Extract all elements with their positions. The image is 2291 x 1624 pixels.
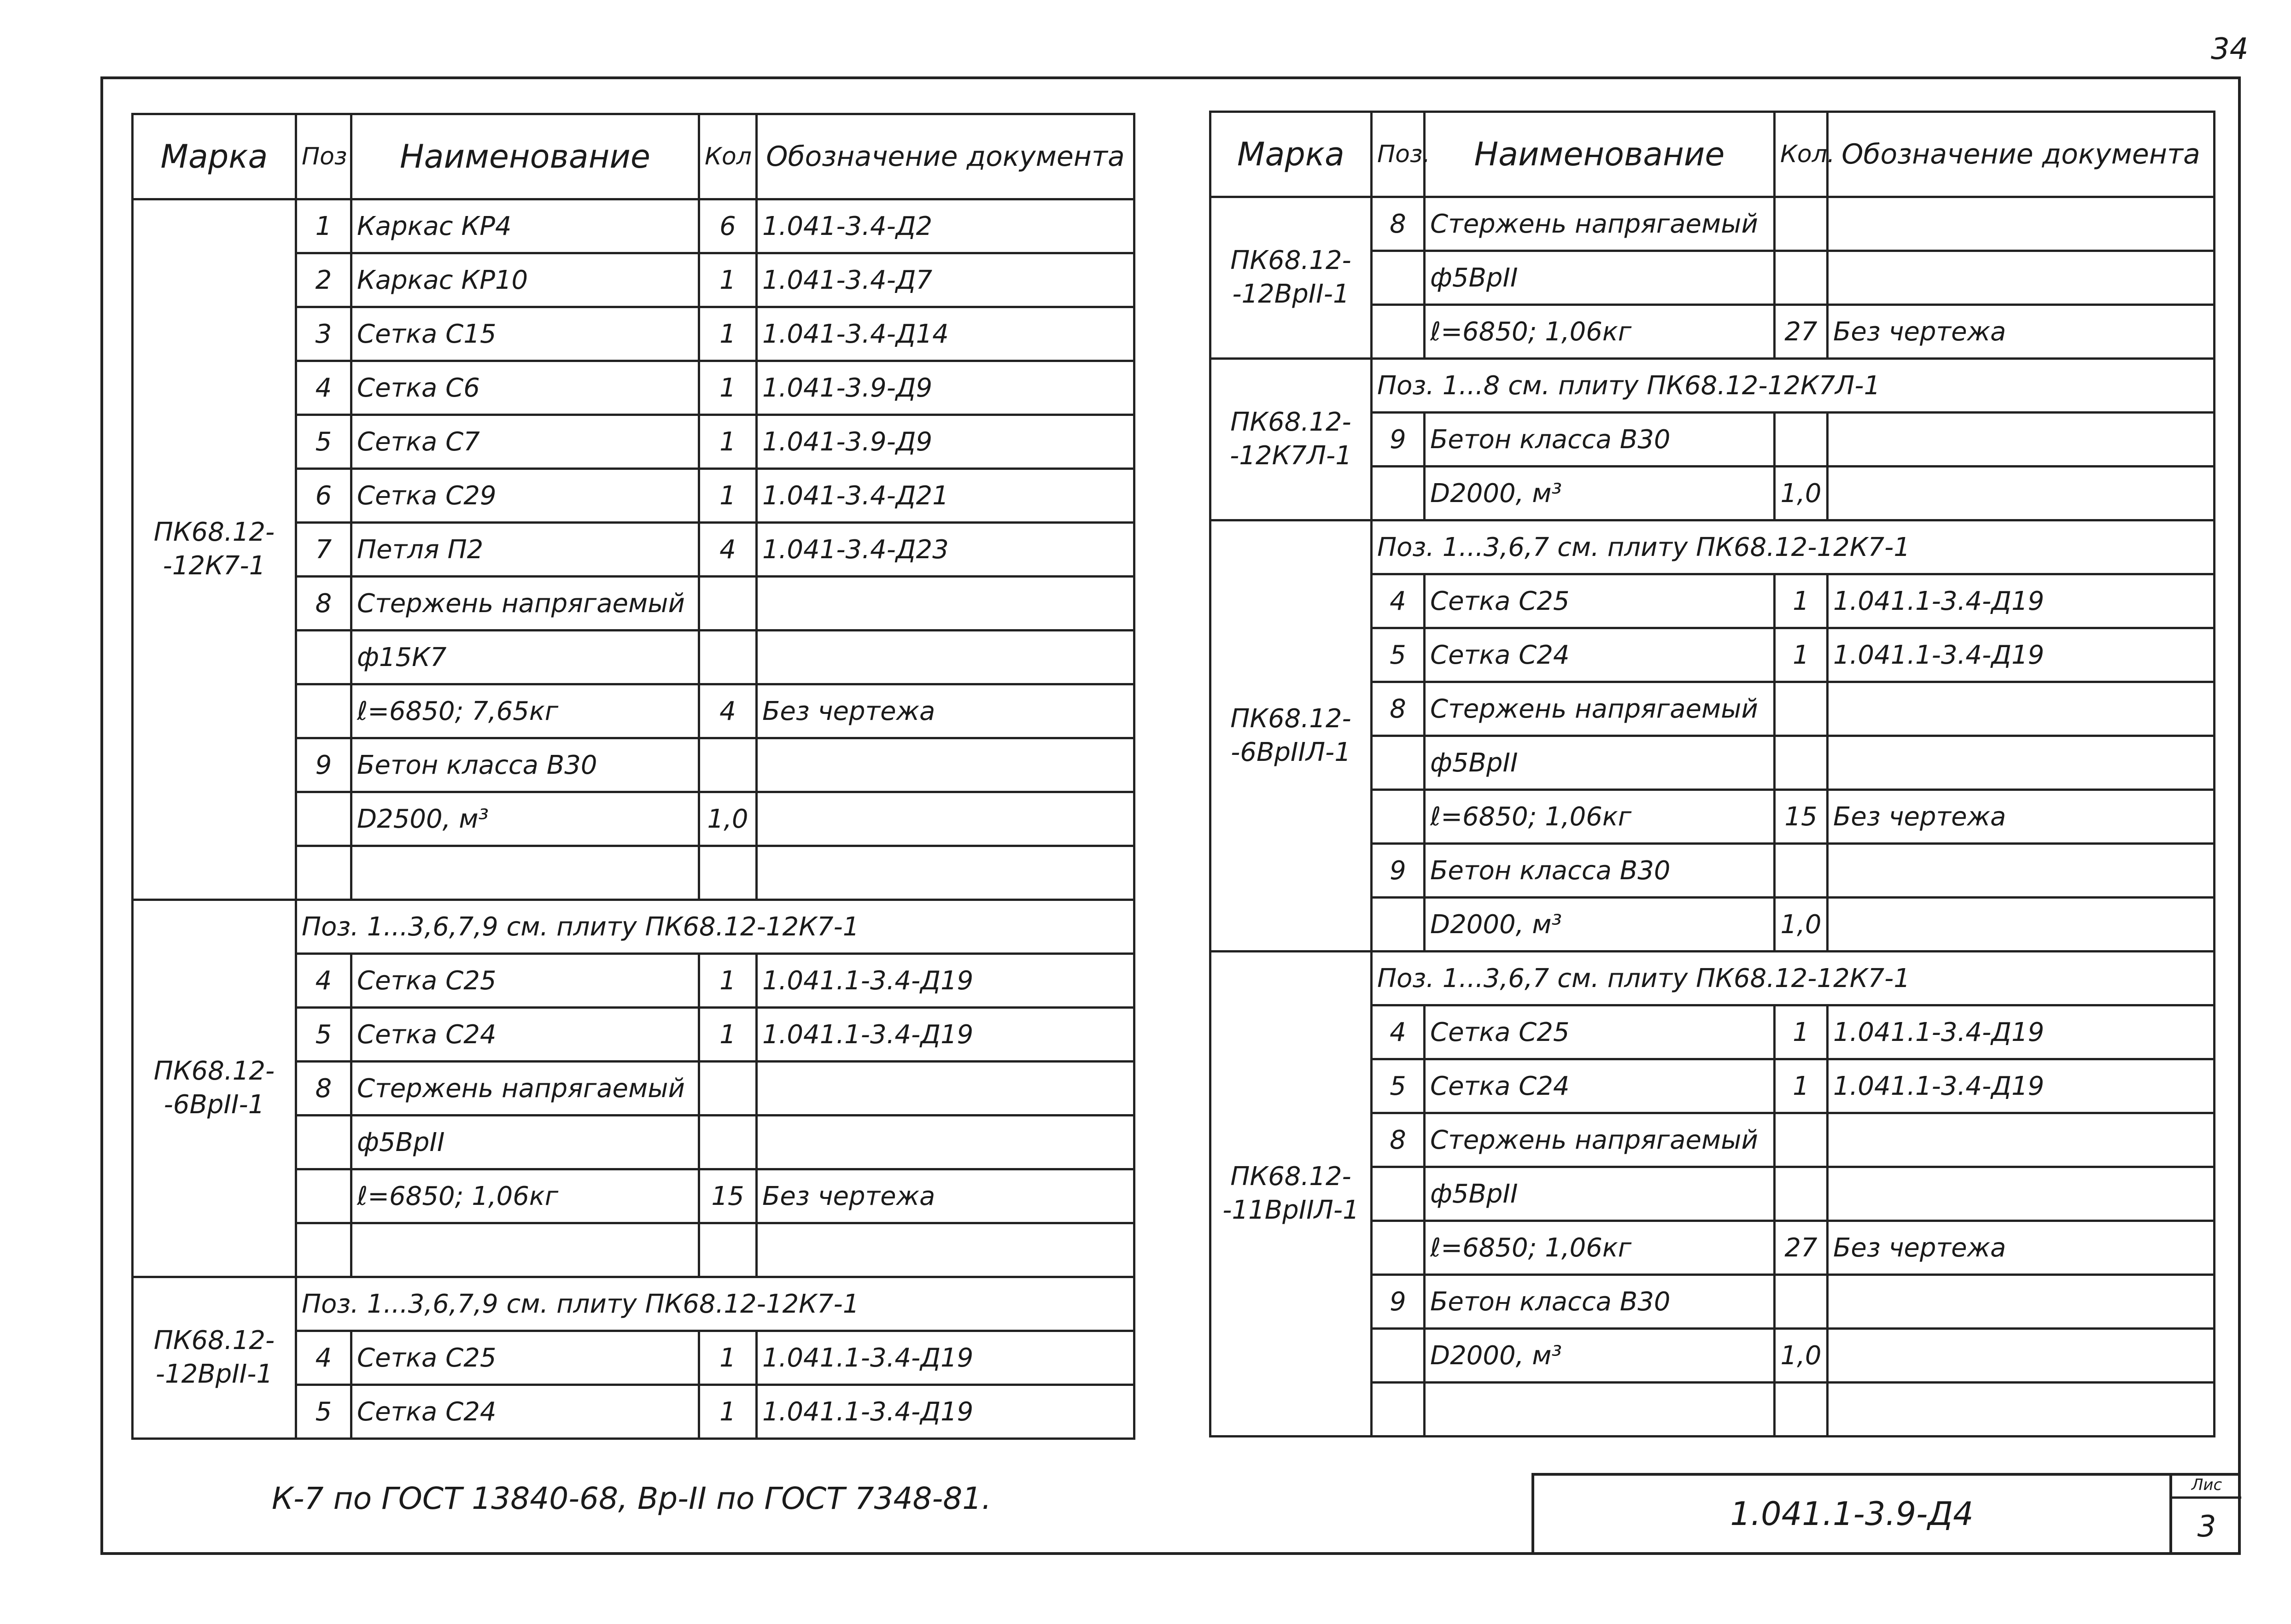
header-pos: Поз. [1372, 112, 1425, 197]
document-cell: Без чертежа [1828, 1221, 2215, 1275]
document-cell [757, 577, 1134, 631]
name-cell: Стержень напрягаемый [351, 577, 699, 631]
quantity-cell [1775, 413, 1828, 467]
position-cell [296, 846, 351, 900]
quantity-cell: 4 [699, 684, 757, 738]
document-cell [1828, 682, 2215, 736]
quantity-cell [1775, 1167, 1828, 1221]
position-cell [1372, 898, 1425, 952]
spec-table-left [131, 113, 1135, 1440]
name-cell: ф5ВрII [1425, 1167, 1775, 1221]
document-cell [1828, 1113, 2215, 1167]
position-cell: 4 [296, 954, 351, 1008]
position-cell [1372, 305, 1425, 359]
document-cell: Без чертежа [1828, 790, 2215, 844]
position-cell: 6 [296, 469, 351, 523]
quantity-cell: 1,0 [699, 792, 757, 846]
document-cell [1828, 197, 2215, 251]
quantity-cell [1775, 736, 1828, 790]
name-cell: ℓ=6850; 7,65кг [351, 684, 699, 738]
quantity-cell [699, 846, 757, 900]
name-cell: Стержень напрягаемый [1425, 1113, 1775, 1167]
header-qty: Кол [699, 114, 757, 199]
name-cell: ℓ=6850; 1,06кг [351, 1169, 699, 1223]
document-cell [757, 738, 1134, 792]
name-cell: Сетка С25 [1425, 1005, 1775, 1059]
document-cell [1828, 251, 2215, 305]
document-cell [1828, 467, 2215, 520]
quantity-cell: 1 [699, 954, 757, 1008]
position-cell: 5 [296, 1385, 351, 1439]
quantity-cell [699, 577, 757, 631]
reference-note: Поз. 1...3,6,7,9 см. плиту ПК68.12-12К7-1 [296, 1277, 1134, 1331]
document-cell: Без чертежа [757, 684, 1134, 738]
table-row [133, 199, 1134, 253]
header-mark: Марка [133, 114, 296, 199]
document-cell [757, 1062, 1134, 1116]
note-row [1210, 952, 2215, 1005]
document-cell: 1.041.1-3.4-Д19 [1828, 1005, 2215, 1059]
document-cell [757, 631, 1134, 684]
name-cell: Петля П2 [351, 523, 699, 577]
name-cell: Сетка С25 [1425, 574, 1775, 628]
quantity-cell: 1 [699, 1008, 757, 1062]
name-cell: Сетка С24 [1425, 628, 1775, 682]
quantity-cell [699, 631, 757, 684]
document-cell [1828, 1329, 2215, 1383]
note-row [133, 900, 1134, 954]
position-cell: 5 [296, 1008, 351, 1062]
document-cell: 1.041.1-3.4-Д19 [757, 954, 1134, 1008]
quantity-cell: 1 [699, 1331, 757, 1385]
position-cell: 8 [1372, 197, 1425, 251]
quantity-cell: 27 [1775, 1221, 1828, 1275]
position-cell: 3 [296, 307, 351, 361]
document-cell [757, 846, 1134, 900]
name-cell: Сетка С25 [351, 1331, 699, 1385]
quantity-cell [1775, 251, 1828, 305]
position-cell [1372, 1167, 1425, 1221]
sheet-number: 3 [2197, 1510, 2216, 1544]
document-cell [1828, 1383, 2215, 1437]
document-cell: 1.041-3.4-Д21 [757, 469, 1134, 523]
name-cell: D2000, м³ [1425, 1329, 1775, 1383]
position-cell: 8 [296, 1062, 351, 1116]
header-row [1210, 112, 2215, 197]
name-cell [351, 846, 699, 900]
position-cell [1372, 251, 1425, 305]
quantity-cell: 6 [699, 199, 757, 253]
position-cell: 8 [1372, 682, 1425, 736]
position-cell: 4 [1372, 1005, 1425, 1059]
document-cell [757, 1223, 1134, 1277]
reference-note: Поз. 1...3,6,7,9 см. плиту ПК68.12-12К7-1 [296, 900, 1134, 954]
position-cell: 4 [296, 1331, 351, 1385]
name-cell: Сетка С24 [351, 1008, 699, 1062]
position-cell [1372, 790, 1425, 844]
name-cell: D2500, м³ [351, 792, 699, 846]
mark-cell: ПК68.12- -6ВрIIЛ-1 [1210, 520, 1372, 952]
quantity-cell: 15 [1775, 790, 1828, 844]
header-doc: Обозначение документа [1828, 112, 2215, 197]
document-cell: Без чертежа [1828, 305, 2215, 359]
name-cell: ℓ=6850; 1,06кг [1425, 790, 1775, 844]
quantity-cell [1775, 682, 1828, 736]
name-cell: Сетка С24 [1425, 1059, 1775, 1113]
position-cell: 8 [296, 577, 351, 631]
header-name: Наименование [351, 114, 699, 199]
name-cell: Каркас КР4 [351, 199, 699, 253]
mark-cell: ПК68.12- -12К7Л-1 [1210, 359, 1372, 520]
header-name: Наименование [1425, 112, 1775, 197]
name-cell: D2000, м³ [1425, 467, 1775, 520]
reference-note: Поз. 1...3,6,7 см. плиту ПК68.12-12К7-1 [1372, 952, 2215, 1005]
spec-table-right [1209, 111, 2215, 1437]
position-cell: 5 [296, 415, 351, 469]
name-cell: Стержень напрягаемый [1425, 682, 1775, 736]
document-cell: 1.041-3.4-Д7 [757, 253, 1134, 307]
document-cell: 1.041-3.4-Д14 [757, 307, 1134, 361]
position-cell [1372, 1221, 1425, 1275]
name-cell: ф5ВрII [1425, 736, 1775, 790]
position-cell: 4 [1372, 574, 1425, 628]
name-cell: Сетка С29 [351, 469, 699, 523]
quantity-cell: 1 [699, 307, 757, 361]
name-cell: Сетка С25 [351, 954, 699, 1008]
position-cell: 9 [1372, 844, 1425, 898]
reference-note: Поз. 1...8 см. плиту ПК68.12-12К7Л-1 [1372, 359, 2215, 413]
position-cell [1372, 467, 1425, 520]
document-cell [1828, 844, 2215, 898]
title-stamp [1531, 1473, 2241, 1555]
name-cell: Сетка С7 [351, 415, 699, 469]
quantity-cell [699, 738, 757, 792]
document-cell [1828, 413, 2215, 467]
name-cell: ф15К7 [351, 631, 699, 684]
quantity-cell: 1 [1775, 574, 1828, 628]
quantity-cell [1775, 1275, 1828, 1329]
position-cell: 2 [296, 253, 351, 307]
document-cell [1828, 898, 2215, 952]
position-cell: 5 [1372, 1059, 1425, 1113]
name-cell: Сетка С24 [351, 1385, 699, 1439]
document-cell: 1.041-3.4-Д23 [757, 523, 1134, 577]
quantity-cell: 27 [1775, 305, 1828, 359]
document-cell: 1.041.1-3.4-Д19 [757, 1331, 1134, 1385]
name-cell: Бетон класса В30 [1425, 844, 1775, 898]
name-cell: ℓ=6850; 1,06кг [1425, 1221, 1775, 1275]
position-cell: 9 [1372, 1275, 1425, 1329]
quantity-cell: 1 [699, 1385, 757, 1439]
name-cell: Сетка С6 [351, 361, 699, 415]
name-cell: D2000, м³ [1425, 898, 1775, 952]
quantity-cell [699, 1223, 757, 1277]
position-cell: 9 [1372, 413, 1425, 467]
position-cell [296, 792, 351, 846]
position-cell: 7 [296, 523, 351, 577]
quantity-cell [1775, 844, 1828, 898]
header-row [133, 114, 1134, 199]
position-cell [296, 684, 351, 738]
document-cell: 1.041.1-3.4-Д19 [1828, 574, 2215, 628]
sheet-label: Лис [2172, 1476, 2241, 1499]
quantity-cell: 1 [1775, 1059, 1828, 1113]
tbody-left [133, 199, 1134, 1439]
note-row [1210, 520, 2215, 574]
quantity-cell [699, 1062, 757, 1116]
quantity-cell: 1,0 [1775, 467, 1828, 520]
document-cell [1828, 1275, 2215, 1329]
document-cell: 1.041.1-3.4-Д19 [1828, 1059, 2215, 1113]
header-pos: Поз [296, 114, 351, 199]
document-cell [757, 792, 1134, 846]
position-cell [296, 631, 351, 684]
name-cell: Бетон класса В30 [351, 738, 699, 792]
name-cell: ф5ВрII [351, 1116, 699, 1169]
quantity-cell: 1 [699, 469, 757, 523]
position-cell [296, 1116, 351, 1169]
quantity-cell: 1 [699, 253, 757, 307]
quantity-cell: 1,0 [1775, 898, 1828, 952]
mark-cell: ПК68.12- -12ВрII-1 [133, 1277, 296, 1439]
note-row [133, 1277, 1134, 1331]
name-cell: Бетон класса В30 [1425, 413, 1775, 467]
quantity-cell: 1 [699, 361, 757, 415]
quantity-cell: 15 [699, 1169, 757, 1223]
position-cell: 8 [1372, 1113, 1425, 1167]
note-row [1210, 359, 2215, 413]
position-cell: 4 [296, 361, 351, 415]
position-cell [296, 1223, 351, 1277]
quantity-cell [699, 1116, 757, 1169]
header-mark: Марка [1210, 112, 1372, 197]
name-cell: Стержень напрягаемый [351, 1062, 699, 1116]
mark-cell: ПК68.12- -11ВрIIЛ-1 [1210, 952, 1372, 1437]
document-cell: 1.041.1-3.4-Д19 [757, 1385, 1134, 1439]
document-cell: Без чертежа [757, 1169, 1134, 1223]
document-cell: 1.041.1-3.4-Д19 [757, 1008, 1134, 1062]
position-cell [1372, 736, 1425, 790]
reference-note: Поз. 1...3,6,7 см. плиту ПК68.12-12К7-1 [1372, 520, 2215, 574]
quantity-cell: 1 [1775, 1005, 1828, 1059]
header-doc: Обозначение документа [757, 114, 1134, 199]
name-cell: Сетка С15 [351, 307, 699, 361]
name-cell [351, 1223, 699, 1277]
position-cell [296, 1169, 351, 1223]
document-cell [757, 1116, 1134, 1169]
name-cell: ф5ВрII [1425, 251, 1775, 305]
quantity-cell: 4 [699, 523, 757, 577]
tbody-right [1210, 197, 2215, 1437]
name-cell: Стержень напрягаемый [1425, 197, 1775, 251]
position-cell: 1 [296, 199, 351, 253]
name-cell [1425, 1383, 1775, 1437]
table-row [1210, 197, 2215, 251]
quantity-cell [1775, 197, 1828, 251]
document-cell: 1.041-3.4-Д2 [757, 199, 1134, 253]
position-cell: 5 [1372, 628, 1425, 682]
document-cell [1828, 1167, 2215, 1221]
mark-cell: ПК68.12- -12К7-1 [133, 199, 296, 900]
position-cell: 9 [296, 738, 351, 792]
mark-cell: ПК68.12- -12ВрII-1 [1210, 197, 1372, 359]
quantity-cell [1775, 1113, 1828, 1167]
page-number: 34 [2211, 32, 2249, 66]
document-cell [1828, 736, 2215, 790]
quantity-cell [1775, 1383, 1828, 1437]
header-qty: Кол. [1775, 112, 1828, 197]
name-cell: Бетон класса В30 [1425, 1275, 1775, 1329]
mark-cell: ПК68.12- -6ВрII-1 [133, 900, 296, 1277]
quantity-cell: 1 [1775, 628, 1828, 682]
position-cell [1372, 1329, 1425, 1383]
document-cell: 1.041-3.9-Д9 [757, 361, 1134, 415]
document-cell: 1.041-3.9-Д9 [757, 415, 1134, 469]
footnote: К-7 по ГОСТ 13840-68, Вр-II по ГОСТ 7348-81. [272, 1481, 992, 1516]
name-cell: ℓ=6850; 1,06кг [1425, 305, 1775, 359]
document-cell: 1.041.1-3.4-Д19 [1828, 628, 2215, 682]
quantity-cell: 1,0 [1775, 1329, 1828, 1383]
position-cell [1372, 1383, 1425, 1437]
name-cell: Каркас КР10 [351, 253, 699, 307]
document-code: 1.041.1-3.9-Д4 [1534, 1476, 2172, 1552]
quantity-cell: 1 [699, 415, 757, 469]
